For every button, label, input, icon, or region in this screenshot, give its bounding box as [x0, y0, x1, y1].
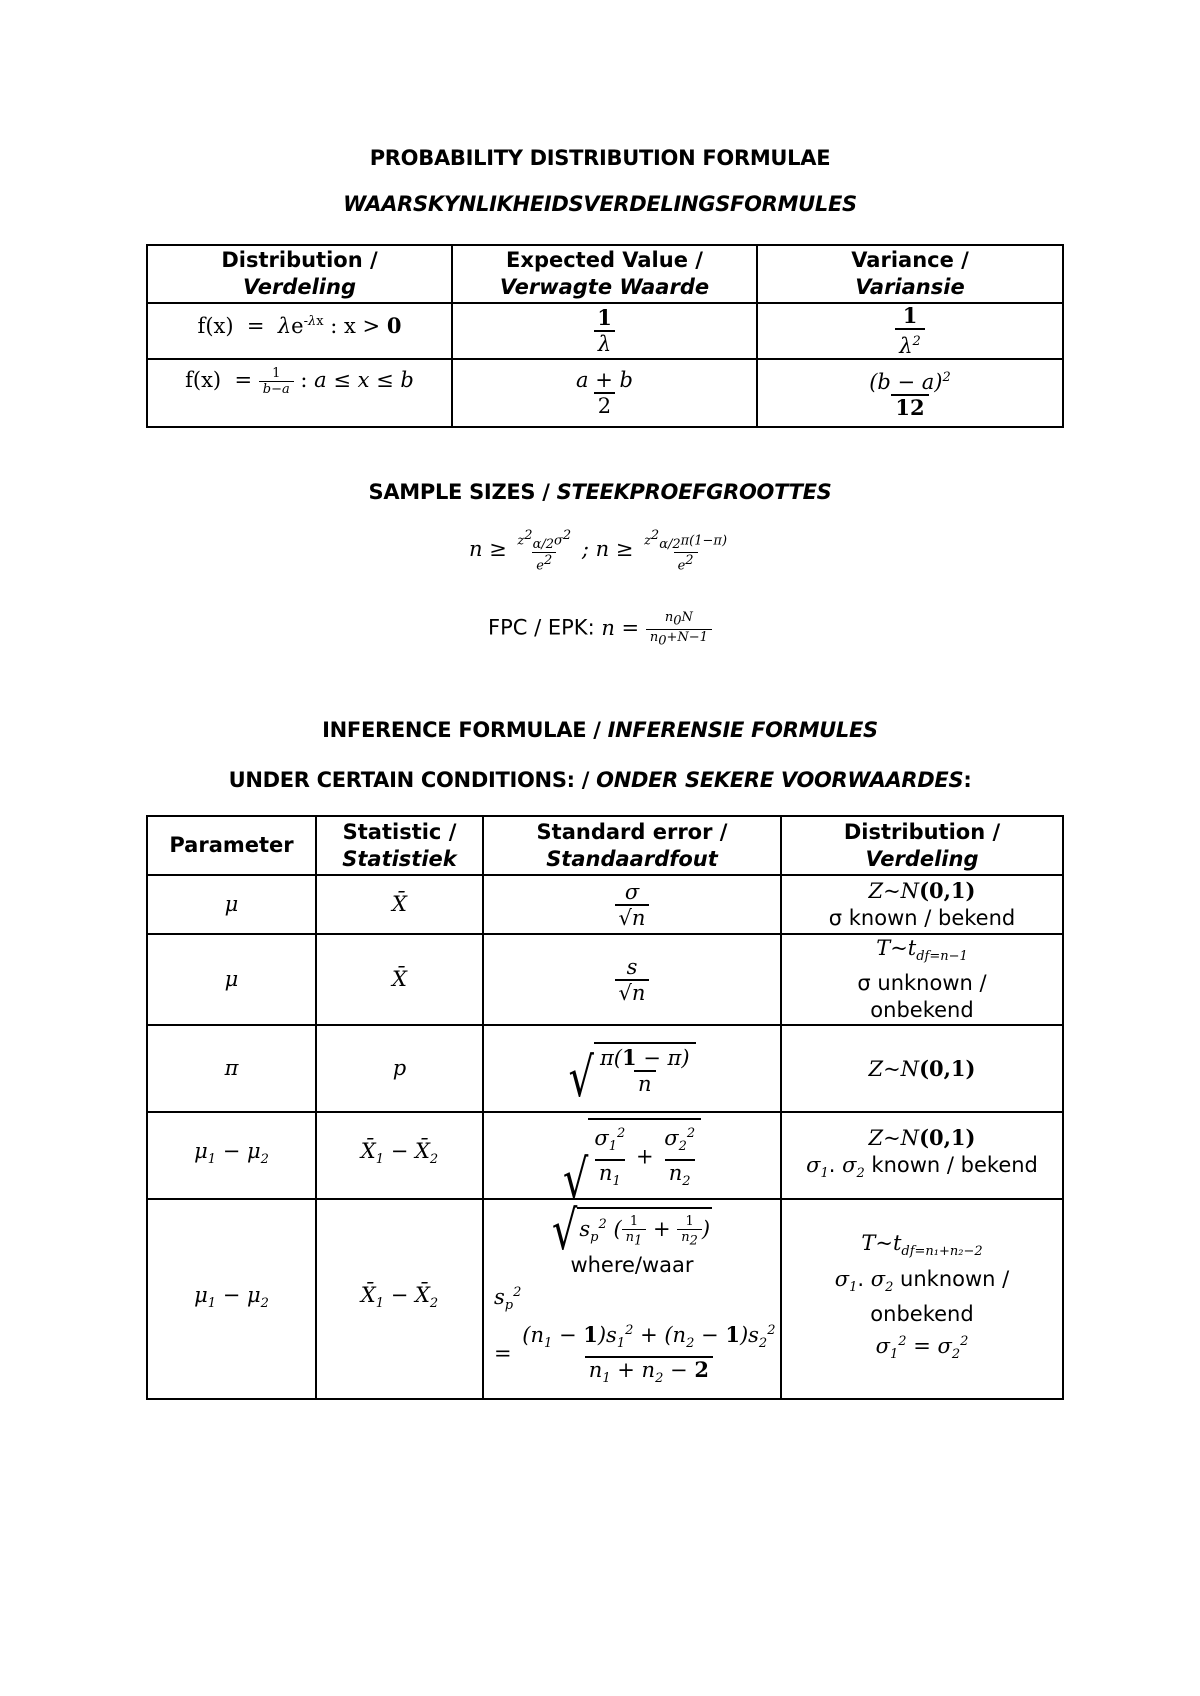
distribution-table [146, 244, 1064, 428]
sample-size-formulas: n ≥ $\frac{z^2_{\alpha/2}\sigma^2}{e^2}$ ; n ≥ $\frac{z^2_{\alpha/2}\pi(1-\pi)}{e^2}$ [468, 528, 728, 574]
standard-error-cell: √ $s_p^2$ ( $\frac{1}{n_1}$ + $\frac{1}{n_2}$ ) where/waar $s_p^2$ = $\frac{(n_1 - 1)s_1^2 + (n_2 - 1)s_2^2}{n_1 + n_2 - 2}$ [483, 1199, 781, 1399]
table-row [147, 1199, 1063, 1399]
statistic-cell: p [316, 1025, 483, 1112]
uniform-mean: $\frac{a + b}{2}$ [452, 359, 757, 427]
table-row [147, 875, 1063, 934]
page-subtitle: WAARSKYNLIKHEIDSVERDELINGSFORMULES [343, 192, 857, 216]
header-distribution: Distribution / Verdeling [147, 245, 452, 303]
page-title: PROBABILITY DISTRIBUTION FORMULAE [369, 146, 831, 170]
parameter-cell: $\mu_1 - \mu_2$ [147, 1112, 316, 1199]
header-expected-value: Expected Value / Verwagte Waarde [452, 245, 757, 303]
parameter-cell: μ [147, 875, 316, 934]
inference-heading: INFERENCE FORMULAE / INFERENSIE FORMULES [322, 718, 878, 742]
parameter-cell: μ [147, 934, 316, 1025]
distribution-cell: $T\sim t_{df=n-1}$ σ unknown / onbekend [781, 934, 1063, 1025]
header-parameter: Parameter [147, 816, 316, 875]
uniform-variance: $\frac{(b - a)^2}{12}$ [757, 359, 1063, 427]
statistic-cell: X̄ [316, 934, 483, 1025]
standard-error-cell: $\frac{s}{√n}$ [483, 934, 781, 1025]
standard-error-cell: √ $\frac{\sigma_1^2}{n_1}$ + $\frac{\sigma_2^2}{n_2}$ [483, 1112, 781, 1199]
parameter-cell: $\mu_1 - \mu_2$ [147, 1199, 316, 1399]
exponential-mean: $\frac{1}{\lambda}$ [452, 303, 757, 359]
fpc-formula: FPC / EPK: n = $\frac{n_0N}{n_0+N-1}$ [0, 610, 1200, 648]
conditions-heading: UNDER CERTAIN CONDITIONS: / ONDER SEKERE VOORWAARDES: [228, 768, 972, 792]
distribution-cell: Z~N(0,1) σ known / bekend [781, 875, 1063, 934]
statistic-cell: $X̄_1$ − $X̄_2$ [316, 1199, 483, 1399]
header-variance: Variance / Variansie [757, 245, 1063, 303]
standard-error-cell: √ $\frac{\pi(1 - \pi)}{n}$ [483, 1025, 781, 1112]
standard-error-cell: $\frac{\sigma}{√n}$ [483, 875, 781, 934]
parameter-cell: π [147, 1025, 316, 1112]
header-distribution: Distribution / Verdeling [781, 816, 1063, 875]
distribution-cell: Z~N(0,1) [781, 1025, 1063, 1112]
table-row [147, 934, 1063, 1025]
header-standard-error: Standard error / Standaardfout [483, 816, 781, 875]
uniform-pdf: f(x) = $\frac{1}{b-a}$ : a ≤ x ≤ b [147, 359, 452, 427]
header-statistic: Statistic / Statistiek [316, 816, 483, 875]
table-row [147, 1025, 1063, 1112]
sample-sizes-heading: SAMPLE SIZES / STEEKPROEFGROOTTES [368, 480, 832, 504]
statistic-cell: $X̄_1$ − $X̄_2$ [316, 1112, 483, 1199]
exponential-variance: $\frac{1}{\lambda^2}$ [757, 303, 1063, 359]
distribution-cell: Z~N(0,1) $\sigma_1$. $\sigma_2$ known / bekend [781, 1112, 1063, 1199]
inference-table [146, 815, 1064, 1400]
exponential-pdf: $f(x) = \lambda e^{-\lambda x}$ : x > 0 [147, 303, 452, 359]
table-row [147, 1112, 1063, 1199]
distribution-cell: $T\sim t_{df=n_1+n_2-2}$ $\sigma_1$. $\sigma_2$ unknown / onbekend $\sigma_1^2 = \sigma_2^2$ [781, 1199, 1063, 1399]
fpc-label: FPC / EPK: [488, 615, 595, 640]
statistic-cell: X̄ [316, 875, 483, 934]
where-label: where/waar [570, 1252, 694, 1277]
